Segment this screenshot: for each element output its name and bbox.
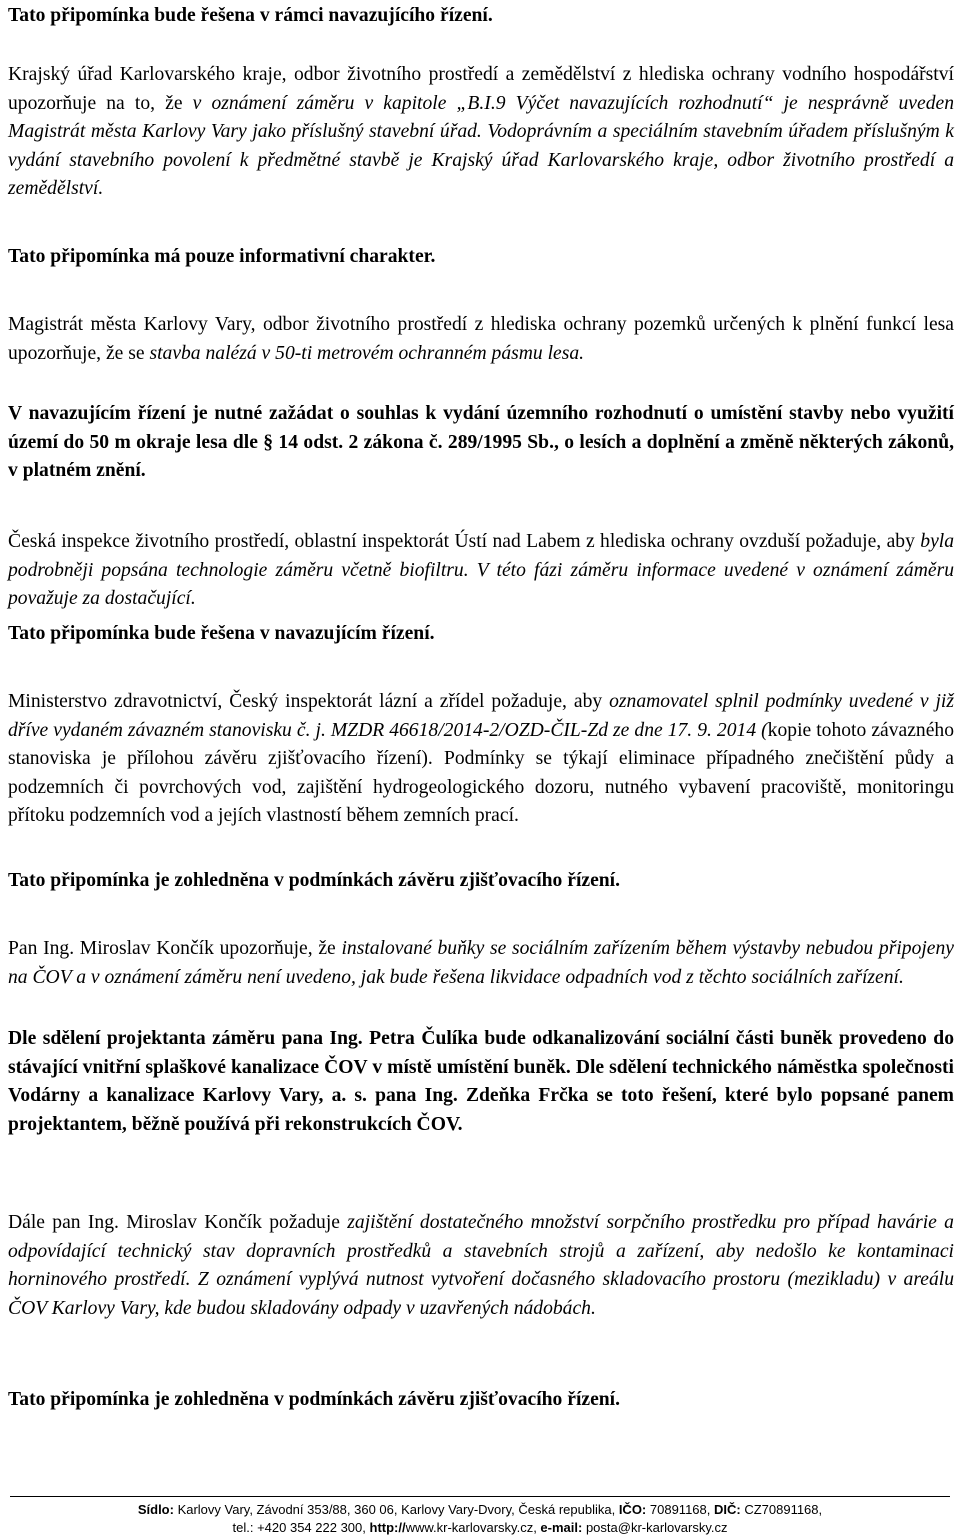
remark-resolution-3: V navazujícím řízení je nutné zažádat o souhlas k vydání územního rozhodnutí o umístění stavby nebo využití území do 50 m okraje lesa dle § 14 odst. 2 zákona č. 289/1995 Sb., o lesích a doplnění a změně některých zákonů, v platném znění.	[8, 403, 954, 482]
footer-value: CZ70891168,	[740, 1502, 823, 1517]
paragraph-text: Magistrát města Karlovy Vary, odbor životního prostředí z hlediska ochrany pozemků určených k plnění funkcí lesa upozorňuje, že se	[8, 314, 954, 364]
paragraph-text: Krajský úřad Karlovarského kraje, odbor životního prostředí a zemědělství z hlediska ochrany vodního hospodářství upozorňuje na to, že	[8, 64, 954, 114]
paragraph-italic-text: byla podrobněji popsána technologie záměru včetně biofiltru. V této fázi záměru informace uvedené v oznámení záměru považuje za dostačující.	[8, 531, 954, 610]
footer-value: 70891168,	[646, 1502, 714, 1517]
remark-resolution-7: Tato připomínka je zohledněna v podmínkách závěru zjišťovacího řízení.	[8, 1389, 621, 1410]
paragraph-cizp	[8, 528, 954, 614]
paragraph-italic-text: zajištění dostatečného množství sorpčního prostředku pro případ havárie a odpovídající technický stav dopravních prostředků a stavebních strojů a zařízení, aby nedošlo ke kontaminaci horninového prostředí. Z oznámení vyplývá nutnost vytvoření dočasného skladovacího prostoru (mezikladu) v areálu ČOV Karlovy Vary, kde budou skladovány odpady v uzavřených nádobách.	[8, 1212, 954, 1319]
footer-divider	[10, 1496, 950, 1497]
paragraph-text: kopie tohoto závazného stanoviska je přílohou závěru zjišťovacího řízení). Podmínky se týkají eliminace případného znečištění půdy a podzemních či povrchových vod, zajištění hydrogeologického dozoru, nutného vybavení pracoviště, monitoringu přítoku podzemních vod a jejích vlastností během zemních prací.	[8, 719, 954, 827]
paragraph-koncik-1	[8, 935, 954, 992]
paragraph-koncik-2	[8, 1209, 954, 1323]
footer-value: posta@kr-karlovarsky.cz	[582, 1520, 728, 1535]
footer-label: DIČ:	[713, 1502, 741, 1517]
paragraph-italic-text: stavba nalézá v 50-ti metrovém ochranném pásmu lesa.	[149, 342, 585, 364]
paragraph-italic-text: oznamovatel splnil podmínky uvedené v již dříve vydaném závazném stanovisku č. j. MZDR 46618/2014-2/OZD-ČIL-Zd ze dne 17. 9. 2014 (	[8, 691, 954, 741]
footer-value: tel.:	[232, 1520, 254, 1535]
remark-resolution-6: Dle sdělení projektanta záměru pana Ing. Petra Čulíka bude odkanalizování sociální části buněk provedeno do stávající vnitřní splaškové kanalizace ČOV v místě umístění buněk. Dle sdělení technického náměstka společnosti Vodárny a kanalizace Karlovy Vary, a. s. pana Ing. Zdeňka Frčka se toto řešení, které bylo popsané panem projektantem, běžně používá při rekonstrukcích ČOV.	[8, 1028, 954, 1135]
paragraph-text: Česká inspekce životního prostředí, oblastní inspektorát Ústí nad Labem z hlediska ochrany ovzduší požaduje, aby	[8, 531, 921, 552]
paragraph-krajsky-urad	[8, 61, 954, 204]
footer-line-1	[0, 1501, 960, 1518]
remark-resolution-1: Tato připomínka bude řešena v rámci navazujícího řízení.	[8, 5, 493, 26]
footer-value: Karlovy Vary, Závodní 353/88, 360 06, Karlovy Vary-Dvory, Česká republika,	[173, 1502, 619, 1517]
remark-resolution-2: Tato připomínka má pouze informativní charakter.	[8, 246, 436, 267]
footer-label: http://	[369, 1520, 406, 1535]
footer-label: IČO:	[618, 1502, 647, 1517]
remark-resolution-5: Tato připomínka je zohledněna v podmínkách závěru zjišťovacího řízení.	[8, 870, 621, 891]
footer-line-2	[0, 1519, 960, 1536]
paragraph-text: Pan Ing. Miroslav Končík upozorňuje, že	[8, 938, 342, 959]
footer-label: e-mail:	[540, 1520, 583, 1535]
paragraph-text: Ministerstvo zdravotnictví, Český inspektorát lázní a zřídel požaduje, aby	[8, 691, 610, 712]
footer-label: Sídlo:	[137, 1502, 174, 1517]
paragraph-magistrat	[8, 311, 954, 368]
paragraph-italic-text: instalované buňky se sociálním zařízením během výstavby nebudou připojeny na ČOV a v oznámení záměru není uvedeno, jak bude řešena likvidace odpadních vod z těchto sociálních zařízení.	[8, 938, 955, 988]
remark-resolution-4: Tato připomínka bude řešena v navazujícím řízení.	[8, 623, 435, 644]
paragraph-ministerstvo	[8, 688, 954, 831]
paragraph-text: Dále pan Ing. Miroslav Končík požaduje	[8, 1212, 348, 1233]
footer-value: +420 354 222 300,	[253, 1520, 370, 1535]
paragraph-italic-text: v oznámení záměru v kapitole „B.I.9 Výčet navazujících rozhodnutí“ je nesprávně uveden Magistrát města Karlovy Vary jako příslušný stavební úřad. Vodoprávním a speciálním stavebním úřadem příslušným k vydání stavebního povolení k předmětné stavbě je Krajský úřad Karlovarského kraje, odbor životního prostředí a zemědělství.	[8, 92, 954, 200]
footer-value: www.kr-karlovarsky.cz,	[405, 1520, 541, 1535]
